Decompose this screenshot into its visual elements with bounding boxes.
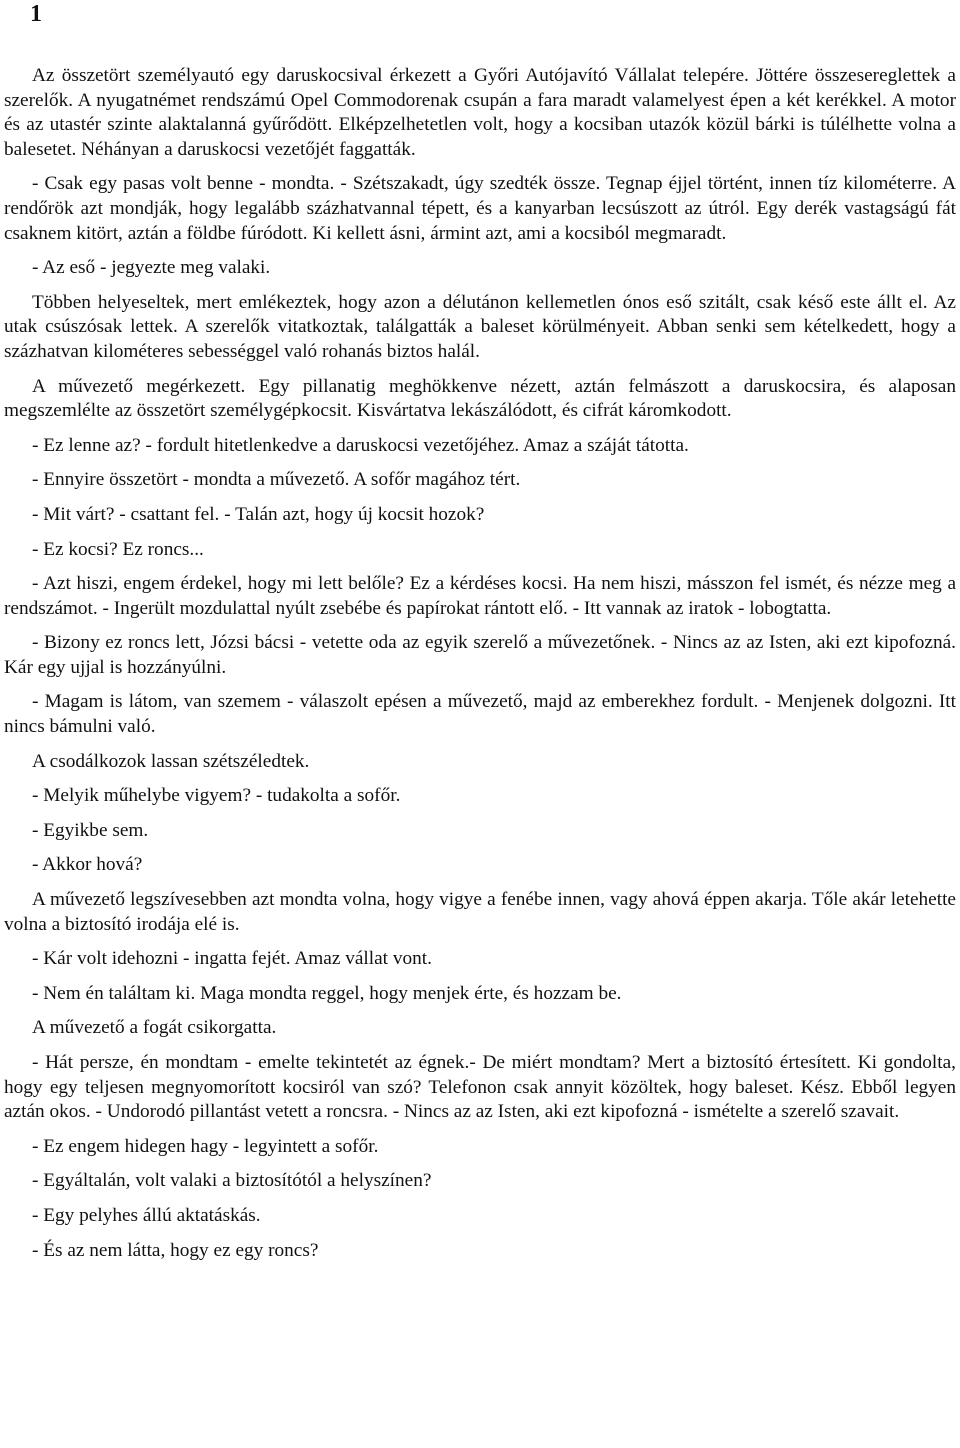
paragraph: - Hát persze, én mondtam - emelte tekintetét az égnek.- De miért mondtam? Mert a biztosító értesített. Ki gondolta, hogy egy teljesen megnyomorított kocsiról van szó? Telefonon csak annyit közöltek, hogy baleset. Kész. Ebből legyen aztán okos. - Undorodó pillantást vetett a roncsra. - Nincs az az Isten, aki ezt kipofozná - ismételte a szerelő szavait.	[4, 1052, 956, 1123]
paragraph: - Bizony ez roncs lett, Józsi bácsi - vetette oda az egyik szerelő a művezetőnek. - Nincs az az Isten, aki ezt kipofozná. Kár egy ujjal is hozzányúlni.	[4, 632, 956, 678]
paragraph: A művezető a fogát csikorgatta.	[32, 1017, 277, 1039]
paragraph: - Egyikbe sem.	[32, 819, 149, 841]
paragraph: A művezető megérkezett. Egy pillanatig meghökkenve nézett, aztán felmászott a daruskocsira, és alaposan megszemlélte az összetört személygépkocsit. Kisvártatva lekászálódott, és cifrát káromkodott.	[4, 375, 956, 422]
page-number: 1	[30, 1, 42, 27]
paragraph: - Akkor hová?	[32, 854, 143, 876]
paragraph: Az összetört személyautó egy daruskocsival érkezett a Győri Autójavító Vállalat telepére. Jöttére összesereglettek a szerelők. A nyugatnémet rendszámú Opel Commodorenak csupán a fara maradt valamelyest épen a két kerékkel. A motor és az utastér szinte alaktalanná gyűrődött. Elképzelhetetlen volt, hogy a kocsiban utazók közül bárki is túlélhette volna a balesetet. Néhányan a daruskocsi vezetőjét faggatták.	[4, 65, 956, 160]
body-text	[4, 64, 956, 1273]
paragraph: - Kár volt idehozni - ingatta fejét. Amaz vállat vont.	[32, 948, 432, 970]
paragraph: - Ez engem hidegen hagy - legyintett a sofőr.	[32, 1135, 379, 1157]
paragraph: - Ennyire összetört - mondta a művezető. A sofőr magához tért.	[32, 469, 521, 491]
paragraph: Többen helyeseltek, mert emlékeztek, hogy azon a délutánon kellemetlen ónos eső szitált, csak késő este állt el. Az utak csúszósak lettek. A szerelők vitatkoztak, találgatták a baleset körülményeit. Abban senki sem kételkedett, hogy a százhatvan kilométeres sebességgel való rohanás biztos halál.	[4, 291, 956, 362]
paragraph: - Egyáltalán, volt valaki a biztosítótól a helyszínen?	[32, 1170, 432, 1192]
paragraph: - Ez lenne az? - fordult hitetlenkedve a daruskocsi vezetőjéhez. Amaz a száját tátotta.	[32, 434, 689, 456]
paragraph: - Azt hiszi, engem érdekel, hogy mi lett belőle? Ez a kérdéses kocsi. Ha nem hiszi, másszon fel ismét, és nézze meg a rendszámot. - Ingerült mozdulattal nyúlt zsebébe és papírokat rántott elő. - Itt vannak az iratok - lobogtatta.	[4, 573, 956, 619]
paragraph: - Nem én találtam ki. Maga mondta reggel, hogy menjek érte, és hozzam be.	[32, 982, 622, 1004]
paragraph: - Mit várt? - csattant fel. - Talán azt, hogy új kocsit hozok?	[32, 503, 485, 525]
paragraph: - Az eső - jegyezte meg valaki.	[32, 257, 271, 279]
paragraph: A csodálkozok lassan szétszéledtek.	[32, 750, 310, 772]
paragraph: - Melyik műhelybe vigyem? - tudakolta a sofőr.	[32, 785, 401, 807]
paragraph: - Magam is látom, van szemem - válaszolt epésen a művezető, majd az emberekhez fordult. - Menjenek dolgozni. Itt nincs bámulni való.	[4, 691, 956, 738]
paragraph: - És az nem látta, hogy ez egy roncs?	[32, 1239, 319, 1261]
paragraph: - Egy pelyhes állú aktatáskás.	[32, 1204, 261, 1226]
paragraph: - Csak egy pasas volt benne - mondta. - Szétszakadt, úgy szedték össze. Tegnap éjjel történt, innen tíz kilométerre. A rendőrök azt mondják, hogy legalább százhatvannal tépett, és a kanyarban lecsúszott az útról. Egy derék vastagságú fát csaknem kitört, aztán a földbe fúródott. Ki kellett ásni, ármint azt, ami a kocsiból megmaradt.	[4, 173, 956, 244]
paragraph: A művezető legszívesebben azt mondta volna, hogy vigye a fenébe innen, vagy ahová éppen akarja. Tőle akár letehette volna a biztosító irodája elé is.	[4, 889, 956, 935]
paragraph: - Ez kocsi? Ez roncs...	[32, 538, 204, 560]
